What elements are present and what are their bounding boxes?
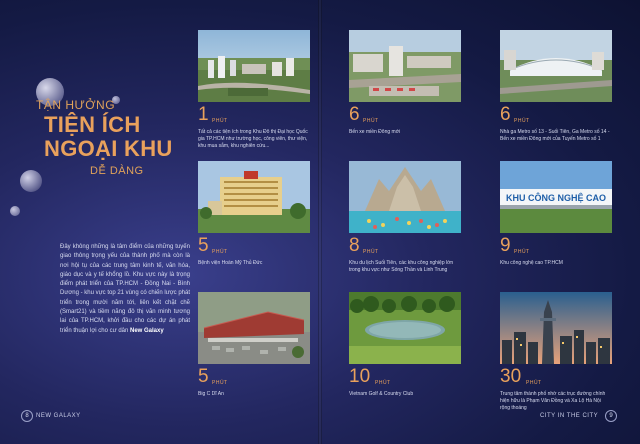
footer-label-left: NEW GALAXY bbox=[36, 413, 81, 419]
card-caption: Vietnam Golf & Country Club bbox=[349, 391, 414, 397]
card-caption: Khu công nghệ cao TP.HCM bbox=[500, 260, 563, 266]
page-number-left: 8 bbox=[21, 410, 33, 422]
card-unit: PHÚT bbox=[526, 380, 542, 386]
card-photo bbox=[198, 161, 310, 233]
card-minutes: 6 bbox=[500, 104, 511, 125]
card-photo bbox=[198, 292, 310, 364]
card-photo bbox=[349, 30, 461, 102]
card-unit: PHÚT bbox=[363, 249, 379, 255]
card-caption: Bến xe miền Đông mới bbox=[349, 129, 401, 135]
card-unit: PHÚT bbox=[375, 380, 391, 386]
card-caption: Nhà ga Metro số 13 - Suối Tiên, Ga Metro số 14 - Bến xe miền Đông mới của Tuyến Metro số 1 bbox=[500, 129, 610, 143]
planet-decoration bbox=[10, 206, 20, 216]
sign-text: KHU CÔNG NGHỆ CAO bbox=[505, 193, 607, 203]
intro-brand: New Galaxy bbox=[130, 327, 164, 334]
card-unit: PHÚT bbox=[212, 380, 228, 386]
amenity-card bbox=[500, 292, 612, 412]
heading-tagline: DỄ DÀNG bbox=[90, 165, 144, 177]
card-minutes: 5 bbox=[198, 366, 209, 387]
amenity-card bbox=[198, 30, 310, 150]
card-photo bbox=[500, 292, 612, 364]
card-photo bbox=[500, 30, 612, 102]
heading-title: TIỆN ÍCH NGOẠI KHU bbox=[44, 112, 173, 161]
amenity-card bbox=[349, 30, 461, 135]
card-minutes: 9 bbox=[500, 235, 511, 256]
card-photo bbox=[349, 161, 461, 233]
amenity-card bbox=[349, 292, 461, 397]
card-minutes: 8 bbox=[349, 235, 360, 256]
amenity-card bbox=[198, 292, 310, 397]
card-minutes: 30 bbox=[500, 366, 522, 387]
card-minutes: 5 bbox=[198, 235, 209, 256]
page-number-right: 9 bbox=[605, 410, 617, 422]
card-photo bbox=[349, 292, 461, 364]
amenity-card bbox=[500, 30, 612, 143]
card-caption: Trung tâm thành phố nhờ các trục đường chính hiện hữu là Phạm Văn Đồng và Xa Lộ Hà Nội rộng thoáng bbox=[500, 391, 606, 412]
card-unit: PHÚT bbox=[514, 249, 530, 255]
footer-label-right: CITY IN THE CITY bbox=[540, 413, 599, 419]
intro-text: Đây không những là tâm điểm của những tuyến giao thông trọng yếu của thành phố mà còn là nơi hội tụ của các trung tâm kinh tế, văn hóa, giáo dục và y tế khổng lồ. Khu vực này là trọng điểm phát triển của TP.HCM - Đồng Nai - Bình Dương - khu vực top 21 vùng có chiến lược phát triển trong mười năm tới, liên kết chặt chẽ (Smart21) và tiềm năng đô thị văn minh tương lai của TP.HCM, khởi đầu cho các dự án phát triển thuận lợi cho cư dân bbox=[60, 244, 190, 334]
card-caption: Khu du lịch Suối Tiên, các khu công nghiệp lớn trong khu vực như Sóng Thần và Linh Trung bbox=[349, 260, 454, 274]
card-unit: PHÚT bbox=[363, 118, 379, 124]
card-caption: Bệnh viện Hoàn Mỹ Thủ Đức bbox=[198, 260, 263, 266]
card-unit: PHÚT bbox=[212, 249, 228, 255]
intro-paragraph bbox=[60, 243, 190, 336]
card-minutes: 10 bbox=[349, 366, 371, 387]
card-unit: PHÚT bbox=[514, 118, 530, 124]
amenity-card bbox=[198, 161, 310, 266]
amenity-card bbox=[349, 161, 461, 274]
card-photo bbox=[198, 30, 310, 102]
page-spread-divider bbox=[318, 0, 322, 444]
heading-subtitle: TẬN HƯỞNG bbox=[36, 98, 116, 112]
card-photo bbox=[500, 161, 612, 233]
card-unit: PHÚT bbox=[212, 118, 228, 124]
card-minutes: 6 bbox=[349, 104, 360, 125]
planet-decoration bbox=[20, 170, 42, 192]
card-caption: Tất cả các tiện ích trong Khu Đô thị Đại học Quốc gia TP.HCM như trường học, công viên, thư viện, khu mua sắm, khu nghiên cứu... bbox=[198, 129, 308, 150]
card-caption: Big C Dĩ An bbox=[198, 391, 224, 397]
amenity-card bbox=[500, 161, 612, 266]
card-minutes: 1 bbox=[198, 104, 209, 125]
